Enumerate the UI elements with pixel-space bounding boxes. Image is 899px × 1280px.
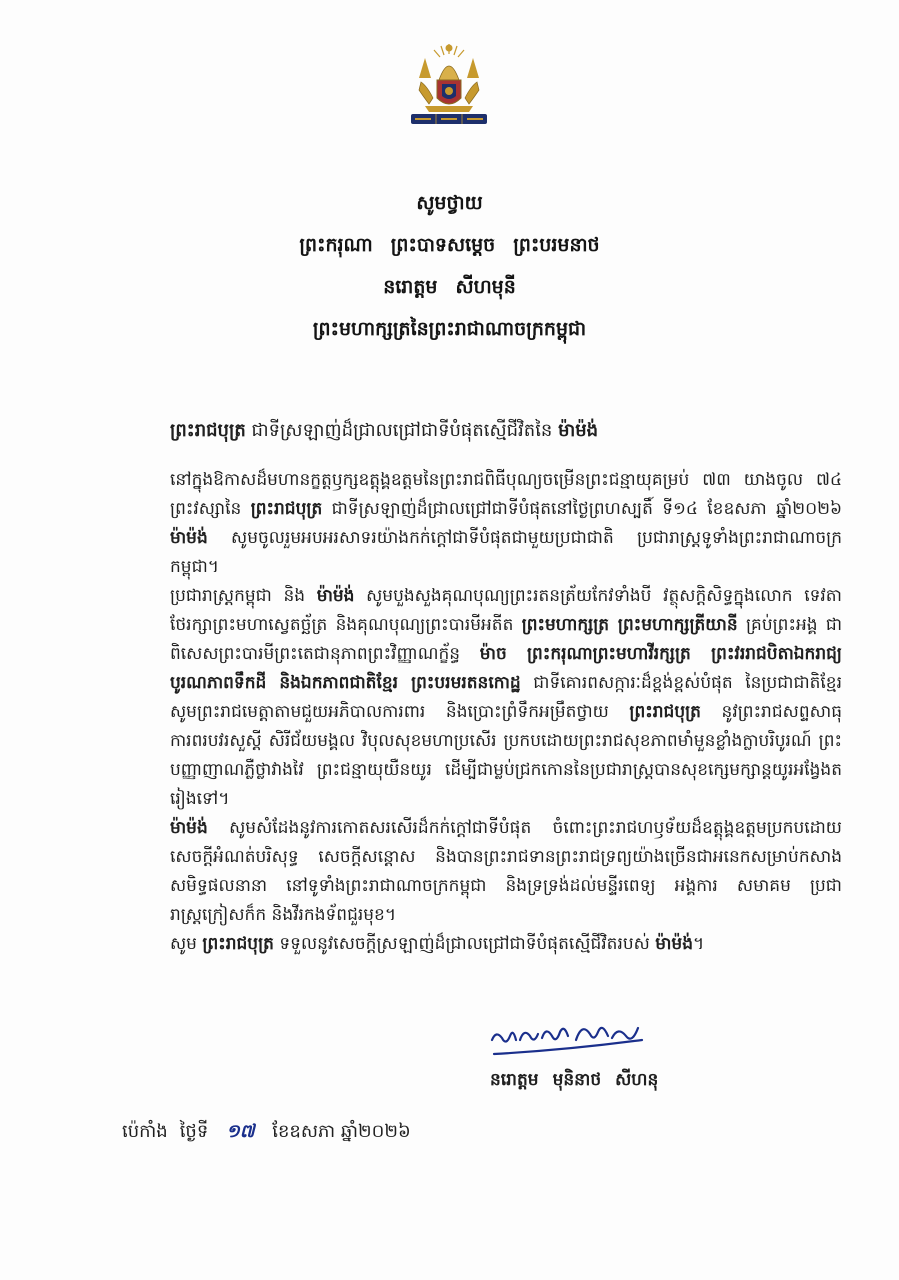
king-role-line: ព្រះមហាក្សត្រនៃព្រះរាជាណាចក្រកម្ពុជា — [312, 318, 587, 340]
paragraph-text: នៅក្នុងឱកាសដ៏មហានក្ខត្តឫក្សឧត្ដុង្គឧត្តមនៃព្រះរាជពិធីបុណ្យចម្រើនព្រះជន្មាយុគម្រប់ ៧៣ យាងចូល ៧៤ ព្រះវស្សានៃ — [170, 470, 842, 519]
paragraph-1 — [170, 466, 842, 582]
paragraph-bold: ព្រះរាជបុត្រ — [250, 499, 323, 519]
paragraph-bold: ព្រះមហាក្សត្រ ព្រះមហាក្សត្រីយានី — [521, 615, 738, 635]
paragraph-text: ទទួលនូវសេចក្ដីស្រឡាញ់ដ៏ជ្រាលជ្រៅជាទីបំផុតស្មើជីវិតរបស់ — [273, 934, 656, 954]
signer-name-part: សីហនុ — [615, 1070, 659, 1090]
paragraph-bold: ម៉ាម៉ង់ — [170, 528, 208, 548]
date-day-label: ថ្ងៃទី — [179, 1121, 209, 1142]
subject-line — [170, 416, 598, 446]
salutation-line: សូមថ្វាយ — [416, 192, 483, 214]
handwritten-signature — [486, 1010, 646, 1062]
letter-body — [170, 466, 842, 959]
paragraph-bold: ព្រះរាជបុត្រ — [202, 934, 274, 954]
royal-title-part: ព្រះបាទសម្ដេច — [390, 234, 496, 256]
signer-name — [490, 1065, 658, 1095]
royal-title-line — [0, 224, 899, 266]
paragraph-text: សូមចូលរួមអបអរសាទរយ៉ាងកក់ក្ដៅជាទីបំផុតជាមួយប្រជាជាតិ ប្រជារាស្ត្រទូទាំងព្រះរាជាណាចក្រកម្ពុជា។ — [170, 528, 842, 577]
king-name-part: នរោត្តម — [383, 276, 438, 298]
paragraph-text: សូម — [170, 934, 203, 954]
paragraph-text: នូវព្រះរាជសព្ទសាធុការពរបវរសួស្តី សិរីជ័យមង្គល វិបុលសុខមហាប្រសើរ ប្រកបដោយព្រះរាជសុខភាពមាំមួនខ្លាំងក្លាបរិបូរណ៍ ព្រះបញ្ញាញាណភ្លឺថ្លាវាងវៃ ព្រះជន្មាយុយឺនយូរ ដើម្បីជាម្លប់ជ្រកកោននៃប្រជារាស្ត្របានសុខក្សេមក្សាន្តយូរអង្វែងតរៀងទៅ។ — [170, 702, 842, 809]
paragraph-text: ប្រជារាស្ត្រកម្ពុជា និង — [170, 586, 317, 606]
paragraph-bold: ម៉ាម៉ង់ — [655, 934, 694, 954]
paragraph-text: សូមសំដែងនូវការកោតសរសើរដ៏កក់ក្ដៅជាទីបំផុត ចំពោះព្រះរាជហឫទ័យដ៏ឧត្តុង្គឧត្ដមប្រកបដោយសេចក្ដីអំណត់បរិសុទ្ធ សេចក្ដីសន្ដោស និងបានព្រះរាជទានព្រះរាជទ្រព្យយ៉ាងច្រើនជាអនេកសម្រាប់កសាងសមិទ្ធផលនានា នៅទូទាំងព្រះរាជាណាចក្រកម្ពុជា និងទ្រទ្រង់ដល់មន្ទីរពេទ្យ អង្គការ សមាគម ប្រជារាស្ត្រក្រៀសក៏ក និងវីរកងទ័ពជួរមុខ។ — [170, 818, 842, 925]
paragraph-bold: ព្រះរាជបុត្រ — [629, 702, 701, 722]
signer-name-part: នរោត្តម — [490, 1070, 539, 1090]
date-line — [122, 1117, 411, 1147]
subject-bold-start: ព្រះរាជបុត្រ — [170, 420, 246, 441]
paragraph-bold: ម៉ាច ព្រះករុណាព្រះមហាវីរក្សត្រ ព្រះវររាជបិតាឯករាជ្យ បូរណភាពទឹកដី និងឯកភាពជាតិខ្មែរ ព្រះបរមរតនកោដ្ឋ — [170, 644, 842, 693]
paragraph-text: គ្រប់ព្រះអង្គ ជាពិសេសព្រះបារមីព្រះតេជានុភាពព្រះវិញ្ញាណក្ខ័ន្ធ — [170, 615, 843, 664]
paragraph-bold: ម៉ាម៉ង់ — [170, 818, 208, 838]
paragraph-3 — [170, 814, 842, 930]
royal-coat-of-arms-emblem — [405, 40, 493, 128]
subject-bold-end: ម៉ាម៉ង់ — [558, 420, 599, 441]
salutation-header — [0, 182, 899, 350]
royal-title-part: ព្រះករុណា — [299, 234, 373, 256]
paragraph-text: ជាទីគោរពសក្ការៈដ៏ខ្ពង់ខ្ពស់បំផុត នៃប្រជាជាតិខ្មែរ សូមព្រះរាជមេត្តាតាមជួយអភិបាលការពារ និងប្រោះព្រំទឹកអម្រឹតថ្វាយ — [170, 673, 842, 722]
paragraph-4 — [170, 930, 842, 959]
king-name-part: សីហមុនី — [455, 276, 516, 298]
subject-text: ជាទីស្រឡាញ់ដ៏ជ្រាលជ្រៅជាទីបំផុតស្មើជីវិតនៃ — [245, 420, 559, 441]
paragraph-bold: ម៉ាម៉ង់ — [316, 586, 355, 606]
king-name-line — [0, 266, 899, 308]
paragraph-text: សូមបួងសួងគុណបុណ្យព្រះរតនត្រ័យកែវទាំងបី វត្ថុសក្តិសិទ្ធក្នុងលោក ទេវតាថែរក្សាព្រះមហាស្វេតច្ឆ័ត្រ និងគុណបុណ្យព្រះបារមីអតីត — [170, 586, 842, 635]
paragraph-2 — [170, 582, 842, 814]
royal-title-part: ព្រះបរមនាថ — [513, 234, 600, 256]
paragraph-text: ជាទីស្រឡាញ់ដ៏ជ្រាលជ្រៅជាទីបំផុតនៅថ្ងៃព្រហស្បតិ៍ ទី១៤ ខែឧសភា ឆ្នាំ២០២៦ — [322, 499, 843, 519]
signer-name-part: មុនិនាថ — [552, 1070, 602, 1090]
date-day-handwritten: ១៧ — [226, 1121, 255, 1142]
date-month-year: ខែឧសភា ឆ្នាំ២០២៦ — [272, 1121, 411, 1142]
date-place: ប៉េកាំង — [122, 1121, 168, 1142]
paragraph-text: ។ — [693, 934, 705, 954]
